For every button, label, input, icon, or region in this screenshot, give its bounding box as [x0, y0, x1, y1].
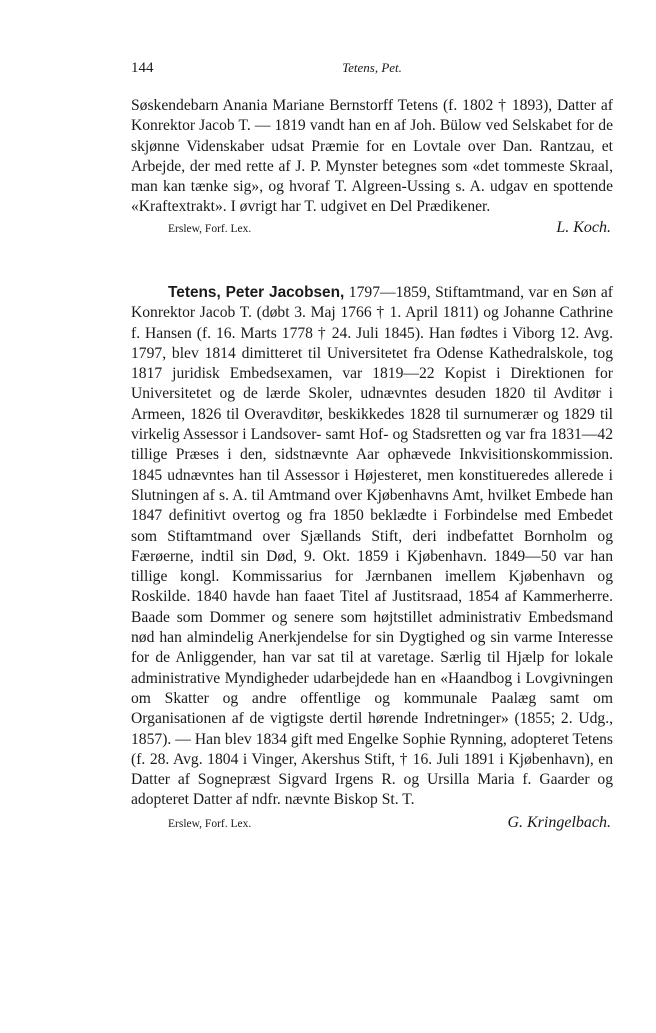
- source-reference: Erslew, Forf. Lex.: [168, 817, 252, 830]
- source-reference: Erslew, Forf. Lex.: [168, 222, 252, 235]
- page-header: [131, 60, 613, 84]
- author-signature: G. Kringelbach.: [507, 813, 611, 831]
- page-number: 144: [131, 60, 154, 76]
- entry-continuation: [131, 96, 613, 239]
- entry-text: Søskendebarn Anania Mariane Bernstorff Tetens (f. 1802 † 1893), Datter af Konrektor Jacob T. — 1819 vandt han en af Joh. Bülow ved Selskabet for de skjønne Videnskaber udsat Præmie for en Lovtale over Dan. Rantzau, et Arbejde, der med rette af J. P. Mynster betegnes som «det tommeste Skraal, man kan tænke sig», og hvoraf T. Algreen-Ussing s. A. udgav en spottende «Kraftextrakt». I øvrigt har T. udgivet en Del Prædikener.: [131, 97, 613, 216]
- entry-text: 1797—1859, Stiftamtmand, var en Søn af Konrektor Jacob T. (døbt 3. Maj 1766 † 1. April 1811) og Johanne Cathrine f. Hansen (f. 16. Marts 1778 † 24. Juli 1845). Han fødtes i Viborg 12. Avg. 1797, blev 1814 dimitteret til Universitetet fra Odense Kathedralskole, tog 1817 juridisk Embedsexamen, var 1819—22 Kopist i Direktionen for Universitetet og de lærde Skoler, udnævntes desuden 1820 til Avditør i Armeen, 1826 til Overavditør, beskikkedes 1828 til surnumerær og 1829 til virkelig Assessor i Landsover- samt Hof- og Stadsretten og var fra 1831—42 tillige Præses i den, sidstnævnte Aar ophævede Inkvisitionskommission. 1845 udnævntes han til Assessor i Højesteret, men konstitueredes allerede i Slutningen af s. A. til Amtmand over Kjøbenhavns Amt, hvilket Embede han 1847 definitivt overtog og fra 1850 beklædte i Forbindelse med Embedet som Stiftamtmand over Sjællands Stift, deri indbefattet Bornholm og Færøerne, indtil sin Død, 9. Okt. 1859 i Kjøbenhavn. 1849—50 var han tillige kongl. Kommissarius for Jærnbanen imellem Kjøbenhavn og Roskilde. 1840 havde han faaet Titel af Justitsraad, 1854 af Kammerherre. Baade som Dommer og senere som højtstillet administrativ Embedsmand nød han almindelig Anerkjendelse for sin Dygtighed og sin varme Interesse for de Anliggender, han var sat til at varetage. Særlig til Hjælp for lokale administrative Myndigheder udarbejdede han en «Haandbog i Lovgivningen om Skatter og andre offentlige og kommunale Paalæg samt om Organisationen af de vigtigste dertil hørende Indretninger» (1855; 2. Udg., 1857). — Han blev 1834 gift med Engelke Sophie Rynning, adopteret Tetens (f. 28. Avg. 1804 i Vinger, Akershus Stift, † 16. Juli 1891 i Kjøbenhavn), en Datter af Sognepræst Sigvard Irgens R. og Ursilla Maria f. Gaarder og adopteret Datter af ndfr. nævnte Biskop St. T.: [131, 284, 613, 809]
- running-head: Tetens, Pet.: [342, 60, 402, 75]
- entry-footer: [131, 813, 613, 834]
- entry-tetens-peter-jacobsen: [131, 283, 613, 834]
- entry-body: [131, 283, 613, 811]
- entry-footer: [131, 218, 613, 239]
- entry-headword: Tetens, Peter Jacobsen,: [168, 284, 345, 301]
- author-signature: L. Koch.: [556, 218, 611, 236]
